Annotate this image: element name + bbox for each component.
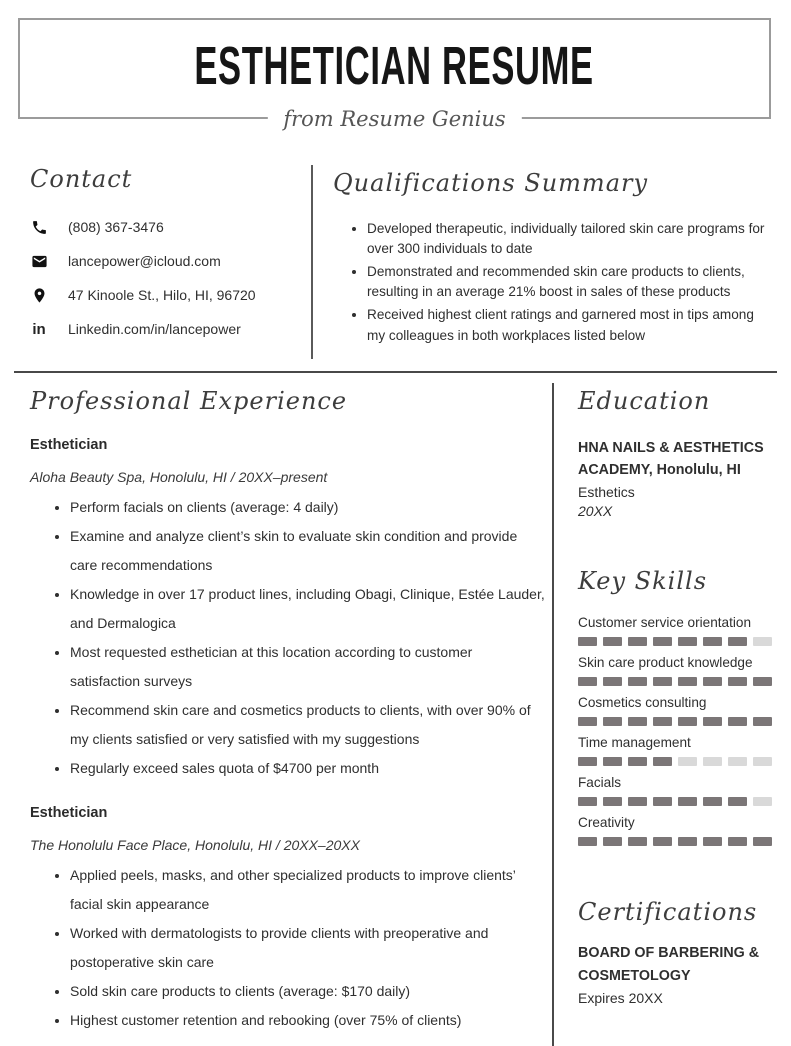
skill-label: Customer service orientation (578, 614, 752, 630)
header-box (18, 18, 771, 131)
main-section (0, 383, 791, 1046)
job-bullet: • Most requested esthetician at this location according to customer satisfaction surveys (70, 638, 546, 696)
skill-level-bar (578, 637, 777, 646)
skill-segment-filled (603, 757, 622, 766)
experience-jobs (30, 437, 546, 1035)
contact-text: 47 Kinoole St., Hilo, HI, 96720 (68, 287, 256, 303)
skill-label: Creativity (578, 814, 635, 830)
job-bullet: • Perform facials on clients (average: 4 daily) (70, 493, 546, 522)
job-bullets (30, 493, 546, 783)
education-year: 20XX (578, 502, 613, 519)
skill-segment-filled (728, 637, 747, 646)
skill-segment-filled (703, 717, 722, 726)
skill-segment-filled (603, 797, 622, 806)
skill-segment-filled (678, 677, 697, 686)
contact-text: lancepower@icloud.com (68, 253, 221, 269)
skill-segment-empty (753, 637, 772, 646)
job-title: Esthetician (30, 436, 108, 453)
contact-section (0, 165, 313, 359)
right-column (552, 383, 791, 1046)
experience-heading: Professional Experience (30, 386, 348, 415)
skill-level-bar (578, 797, 777, 806)
job-company-dates: Aloha Beauty Spa, Honolulu, HI / 20XX–present (30, 468, 328, 485)
skill-segment-filled (603, 837, 622, 846)
skill-item (578, 815, 777, 846)
skill-segment-filled (703, 797, 722, 806)
skill-segment-empty (703, 757, 722, 766)
skill-segment-filled (678, 717, 697, 726)
skill-segment-empty (678, 757, 697, 766)
certification-name: BOARD OF BARBERING & COSMETOLOGY (578, 944, 760, 984)
job-title: Esthetician (30, 804, 108, 821)
skill-segment-filled (578, 837, 597, 846)
skill-segment-filled (578, 677, 597, 686)
skill-segment-filled (678, 797, 697, 806)
job-bullet: • Knowledge in over 17 product lines, including Obagi, Clinique, Estée Lauder, and Dermalogica (70, 580, 546, 638)
skill-segment-filled (678, 837, 697, 846)
experience-section (0, 383, 552, 1046)
skills-list (578, 615, 777, 846)
skill-segment-filled (578, 757, 597, 766)
skill-segment-filled (628, 677, 647, 686)
skill-segment-filled (728, 717, 747, 726)
skill-segment-filled (728, 797, 747, 806)
skill-item (578, 775, 777, 806)
email-icon (30, 252, 48, 270)
education-heading: Education (578, 386, 711, 415)
linkedin-icon: in (32, 320, 46, 338)
job-bullet: • Worked with dermatologists to provide clients with preoperative and postoperative skin care (70, 919, 546, 977)
job-bullet: • Examine and analyze client’s skin to evaluate skin condition and provide care recommendations (70, 522, 546, 580)
skill-segment-filled (703, 677, 722, 686)
skill-segment-filled (628, 797, 647, 806)
education-program: Esthetics (578, 483, 635, 500)
job-bullet: • Applied peels, masks, and other specialized products to improve clients’ facial skin appearance (70, 861, 546, 919)
section-divider (14, 371, 777, 373)
skills-heading: Key Skills (578, 566, 708, 595)
skill-item (578, 655, 777, 686)
skill-segment-filled (653, 637, 672, 646)
skill-segment-filled (653, 837, 672, 846)
certification-expires: Expires 20XX (578, 989, 663, 1006)
education-school: HNA NAILS & AESTHETICS ACADEMY, Honolulu, HI (578, 439, 764, 478)
job-bullet: • Recommend skin care and cosmetics products to clients, with over 90% of my clients satisfied or very satisfied with my suggestions (70, 696, 546, 754)
header-subtitle: from Resume Genius (267, 107, 521, 131)
qualifications-heading: Qualifications Summary (333, 169, 649, 197)
skill-segment-filled (603, 677, 622, 686)
skill-level-bar (578, 837, 777, 846)
skill-segment-filled (628, 637, 647, 646)
skill-level-bar (578, 717, 777, 726)
job-bullets (30, 861, 546, 1035)
contact-text: (808) 367-3476 (68, 219, 164, 235)
skill-label: Facials (578, 774, 622, 790)
skill-segment-filled (753, 677, 772, 686)
skill-label: Time management (578, 734, 691, 750)
skill-segment-empty (728, 757, 747, 766)
skill-level-bar (578, 677, 777, 686)
top-section (0, 165, 791, 359)
skill-segment-filled (678, 637, 697, 646)
skill-segment-filled (753, 837, 772, 846)
location-icon (30, 286, 48, 304)
contact-item (30, 319, 293, 339)
skill-level-bar (578, 757, 777, 766)
skill-segment-filled (578, 797, 597, 806)
contact-item (30, 285, 293, 305)
qualification-bullet: • Demonstrated and recommended skin care products to clients, resulting in an average 21% boost in sales of these products (367, 262, 765, 302)
phone-icon (30, 218, 48, 236)
skill-segment-filled (628, 837, 647, 846)
job-company-dates: The Honolulu Face Place, Honolulu, HI / 20XX–20XX (30, 836, 360, 853)
job-bullet: • Sold skin care products to clients (average: $170 daily) (70, 977, 546, 1006)
skill-segment-filled (653, 717, 672, 726)
skill-item (578, 615, 777, 646)
skill-segment-filled (728, 837, 747, 846)
skill-label: Skin care product knowledge (578, 654, 753, 670)
skill-segment-empty (753, 757, 772, 766)
contact-text: Linkedin.com/in/lancepower (68, 321, 241, 337)
contact-item (30, 217, 293, 237)
skill-item (578, 695, 777, 726)
skill-segment-filled (603, 717, 622, 726)
skill-segment-filled (628, 717, 647, 726)
contact-heading: Contact (30, 165, 133, 193)
skill-item (578, 735, 777, 766)
skill-segment-filled (753, 717, 772, 726)
skill-segment-filled (703, 837, 722, 846)
contact-list (30, 217, 293, 339)
qualifications-section (313, 165, 791, 359)
skill-segment-empty (753, 797, 772, 806)
qualifications-list (333, 219, 765, 346)
skill-segment-filled (653, 757, 672, 766)
contact-item (30, 251, 293, 271)
job-bullet: • Highest customer retention and rebooking (over 75% of clients) (70, 1006, 546, 1035)
skill-segment-filled (603, 637, 622, 646)
qualification-bullet: • Received highest client ratings and garnered most in tips among my colleagues in both workplaces listed below (367, 305, 765, 345)
skill-segment-filled (578, 637, 597, 646)
qualification-bullet: • Developed therapeutic, individually tailored skin care programs for over 300 individuals to date (367, 219, 765, 259)
certifications-heading: Certifications (578, 897, 758, 926)
job-bullet: • Regularly exceed sales quota of $4700 per month (70, 754, 546, 783)
skill-segment-filled (703, 637, 722, 646)
skill-segment-filled (578, 717, 597, 726)
skill-segment-filled (628, 757, 647, 766)
skill-label: Cosmetics consulting (578, 694, 707, 710)
skill-segment-filled (728, 677, 747, 686)
skill-segment-filled (653, 797, 672, 806)
skill-segment-filled (653, 677, 672, 686)
page-title: ESTHETICIAN RESUME (194, 35, 595, 96)
